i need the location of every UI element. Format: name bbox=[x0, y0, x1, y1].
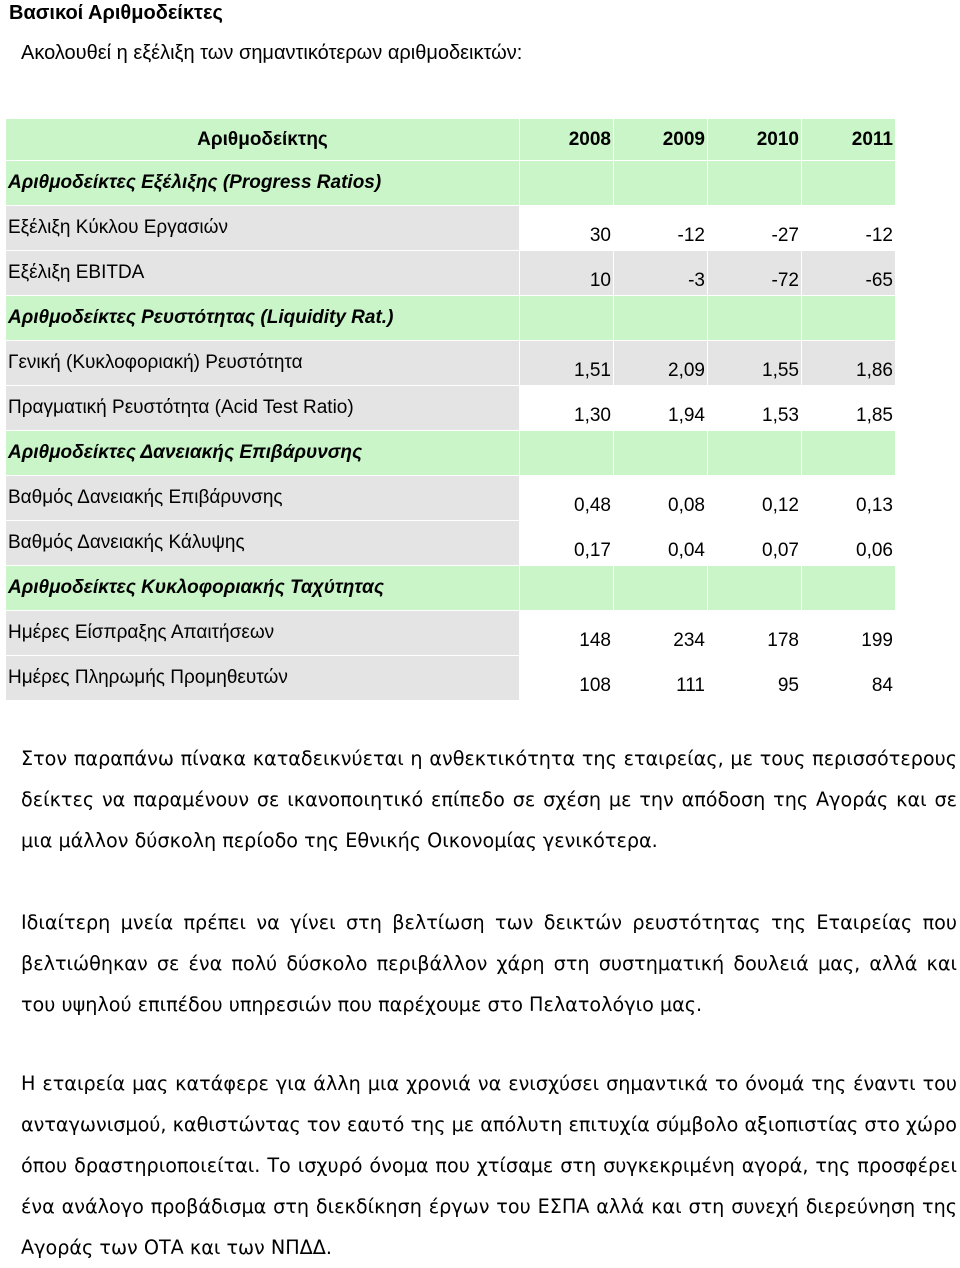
table-cell: 234 bbox=[614, 611, 708, 656]
table-row bbox=[6, 206, 896, 251]
header-year-2010: 2010 bbox=[708, 119, 802, 161]
table-cell: -12 bbox=[802, 206, 896, 251]
row-label: Ημέρες Πληρωμής Προμηθευτών bbox=[6, 656, 520, 701]
table-cell: 111 bbox=[614, 656, 708, 701]
table-cell: 1,55 bbox=[708, 341, 802, 386]
section-label: Αριθμοδείκτες Κυκλοφοριακής Ταχύτητας bbox=[6, 566, 520, 611]
table-cell bbox=[614, 296, 708, 341]
table-cell: -12 bbox=[614, 206, 708, 251]
row-label: Πραγματική Ρευστότητα (Acid Test Ratio) bbox=[6, 386, 520, 431]
table-cell: 199 bbox=[802, 611, 896, 656]
header-year-2011: 2011 bbox=[802, 119, 896, 161]
table-cell: 148 bbox=[520, 611, 614, 656]
section-row-progress bbox=[6, 161, 896, 206]
table-cell: 84 bbox=[802, 656, 896, 701]
section-row-liquidity bbox=[6, 296, 896, 341]
table-cell: 30 bbox=[520, 206, 614, 251]
table-cell: 1,51 bbox=[520, 341, 614, 386]
table-cell: 0,04 bbox=[614, 521, 708, 566]
table-cell: 108 bbox=[520, 656, 614, 701]
table-cell: 0,12 bbox=[708, 476, 802, 521]
table-row bbox=[6, 341, 896, 386]
header-year-2009: 2009 bbox=[614, 119, 708, 161]
table-cell: -27 bbox=[708, 206, 802, 251]
table-row bbox=[6, 521, 896, 566]
table-cell: 0,13 bbox=[802, 476, 896, 521]
table-row bbox=[6, 251, 896, 296]
table-cell: 0,17 bbox=[520, 521, 614, 566]
table-cell: 10 bbox=[520, 251, 614, 296]
table-cell: 1,86 bbox=[802, 341, 896, 386]
table-row bbox=[6, 656, 896, 701]
header-label: Αριθμοδείκτης bbox=[6, 119, 520, 161]
page-subtitle: Ακολουθεί η εξέλιξη των σημαντικότερων αριθμοδεικτών: bbox=[21, 42, 523, 64]
table-cell: 0,07 bbox=[708, 521, 802, 566]
section-row-debt bbox=[6, 431, 896, 476]
table-cell bbox=[614, 161, 708, 206]
table-cell: 0,08 bbox=[614, 476, 708, 521]
table-row bbox=[6, 611, 896, 656]
table-cell bbox=[802, 296, 896, 341]
table-cell bbox=[708, 431, 802, 476]
paragraph-brand: Η εταιρεία μας κατάφερε για άλλη μια χρονιά να ενισχύσει σημαντικά το όνομά της έναντι του ανταγωνισμού, καθιστώντας τον εαυτό της με απόλυτη επιτυχία σύμβολο αξιοπιστίας στο χώρο όπου δραστηριοποιείται. Το ισχυρό όνομα που χτίσαμε στη συγκεκριμένη αγορά, της προσφέρει ένα ανάλογο προβάδισμα στη διεκδίκηση έργων του ΕΣΠΑ αλλά και στη συνεχή διερεύνηση της Αγοράς των ΟΤΑ και των ΝΠΔΔ. bbox=[21, 1072, 957, 1259]
table-cell bbox=[802, 431, 896, 476]
row-label: Βαθμός Δανειακής Επιβάρυνσης bbox=[6, 476, 520, 521]
section-row-turnover bbox=[6, 566, 896, 611]
table-cell: -3 bbox=[614, 251, 708, 296]
table-cell bbox=[614, 431, 708, 476]
header-year-2008: 2008 bbox=[520, 119, 614, 161]
table-cell bbox=[708, 296, 802, 341]
row-label: Ημέρες Είσπραξης Απαιτήσεων bbox=[6, 611, 520, 656]
table-cell: 0,06 bbox=[802, 521, 896, 566]
row-label: Εξέλιξη Κύκλου Εργασιών bbox=[6, 206, 520, 251]
table-cell: 1,85 bbox=[802, 386, 896, 431]
table-cell bbox=[520, 161, 614, 206]
table-cell: 1,53 bbox=[708, 386, 802, 431]
table-cell bbox=[708, 566, 802, 611]
table-cell bbox=[708, 161, 802, 206]
section-label: Αριθμοδείκτες Ρευστότητας (Liquidity Rat.) bbox=[6, 296, 520, 341]
paragraph-liquidity: Ιδιαίτερη μνεία πρέπει να γίνει στη βελτίωση των δεικτών ρευστότητας της Εταιρείας που βελτιώθηκαν σε ένα πολύ δύσκολο περιβάλλον χάρη στη συστηματική δουλειά μας, αλλά και του υψηλού επιπέδου υπηρεσιών που παρέχουμε στο Πελατολόγιο μας. bbox=[21, 911, 957, 1016]
table-cell: 95 bbox=[708, 656, 802, 701]
table-header-row bbox=[6, 119, 896, 161]
table-cell: 1,94 bbox=[614, 386, 708, 431]
table-cell bbox=[802, 566, 896, 611]
paragraph-resilience: Στον παραπάνω πίνακα καταδεικνύεται η ανθεκτικότητα της εταιρείας, με τους περισσότερους δείκτες να παραμένουν σε ικανοποιητικό επίπεδο σε σχέση με την απόδοση της Αγοράς και σε μια μάλλον δύσκολη περίοδο της Εθνικής Οικονομίας γενικότερα. bbox=[21, 747, 957, 852]
row-label: Βαθμός Δανειακής Κάλυψης bbox=[6, 521, 520, 566]
table-cell bbox=[520, 296, 614, 341]
table-cell: -65 bbox=[802, 251, 896, 296]
page-title: Βασικοί Αριθμοδείκτες bbox=[9, 2, 223, 24]
table-cell: 0,48 bbox=[520, 476, 614, 521]
table-cell bbox=[802, 161, 896, 206]
table-cell bbox=[614, 566, 708, 611]
ratios-table bbox=[5, 118, 896, 701]
table-cell bbox=[520, 566, 614, 611]
row-label: Γενική (Κυκλοφοριακή) Ρευστότητα bbox=[6, 341, 520, 386]
table-row bbox=[6, 476, 896, 521]
table-cell: 178 bbox=[708, 611, 802, 656]
table-cell bbox=[520, 431, 614, 476]
table-cell: -72 bbox=[708, 251, 802, 296]
section-label: Αριθμοδείκτες Εξέλιξης (Progress Ratios) bbox=[6, 161, 520, 206]
table-cell: 2,09 bbox=[614, 341, 708, 386]
row-label: Εξέλιξη EBITDA bbox=[6, 251, 520, 296]
table-cell: 1,30 bbox=[520, 386, 614, 431]
section-label: Αριθμοδείκτες Δανειακής Επιβάρυνσης bbox=[6, 431, 520, 476]
table-row bbox=[6, 386, 896, 431]
